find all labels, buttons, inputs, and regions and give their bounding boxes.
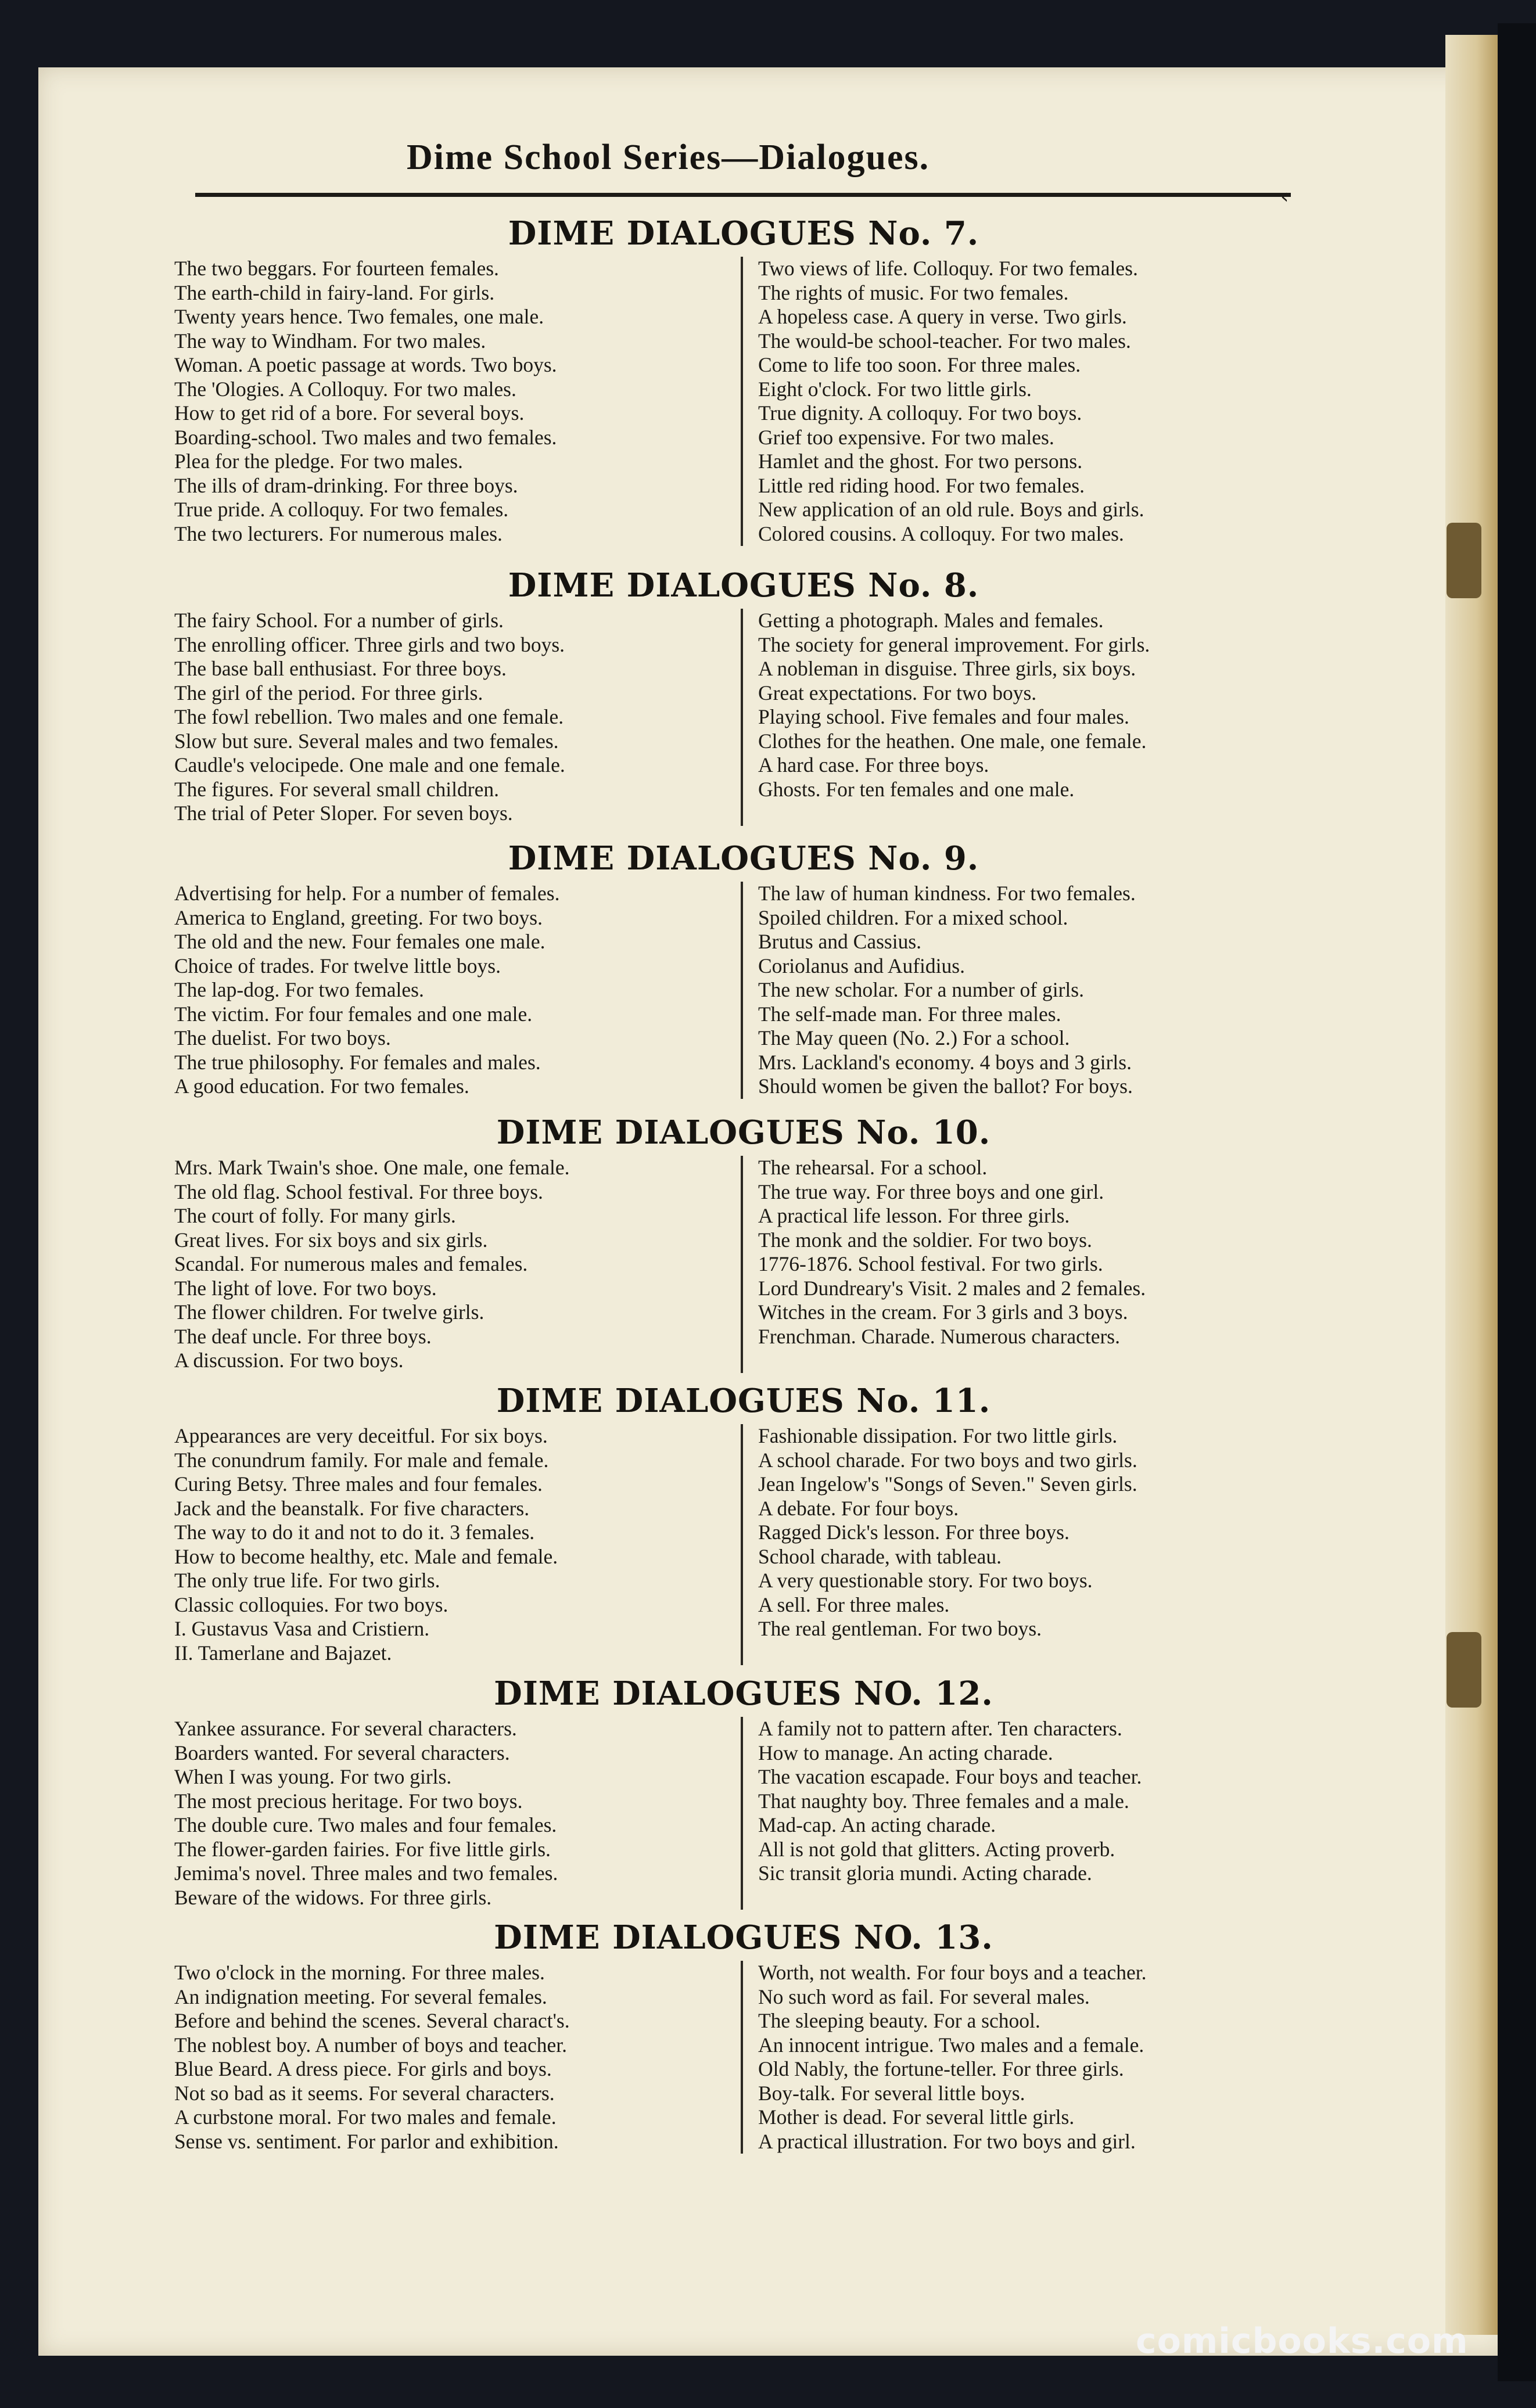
- dialogue-entry: Jack and the beanstalk. For five characters.: [174, 1496, 530, 1520]
- dialogue-entry: A hard case. For three boys.: [758, 753, 989, 777]
- dialogue-entry: A hopeless case. A query in verse. Two girls.: [758, 305, 1127, 328]
- dialogue-entry: The old flag. School festival. For three boys.: [174, 1180, 543, 1203]
- section-title: DIME DIALOGUES No. 10.: [496, 1113, 991, 1152]
- dialogue-entry: Eight o'clock. For two little girls.: [758, 377, 1032, 401]
- rule-ornament: ‹: [1280, 185, 1289, 209]
- dialogue-entry: The old and the new. Four females one male.: [174, 930, 546, 953]
- section-title: DIME DIALOGUES No. 8.: [508, 566, 979, 605]
- dialogue-section: [174, 562, 1313, 826]
- dialogue-entry: Great expectations. For two boys.: [758, 681, 1037, 705]
- right-column: [743, 1961, 1313, 2154]
- dialogue-entry: Mrs. Mark Twain's shoe. One male, one female.: [174, 1156, 570, 1179]
- dialogue-entry: The double cure. Two males and four females.: [174, 1813, 557, 1836]
- dialogue-entry: Getting a photograph. Males and females.: [758, 609, 1104, 632]
- dialogue-entry: Great lives. For six boys and six girls.: [174, 1228, 488, 1252]
- dialogue-entry: Jemima's novel. Three males and two females.: [174, 1861, 558, 1885]
- dialogue-entry: Twenty years hence. Two females, one male.: [174, 305, 544, 328]
- dialogue-entry: Jean Ingelow's "Songs of Seven." Seven girls.: [758, 1472, 1137, 1496]
- dialogue-entry: The lap-dog. For two females.: [174, 978, 424, 1001]
- dialogue-entry: The deaf uncle. For three boys.: [174, 1324, 432, 1348]
- dialogue-entry: The noblest boy. A number of boys and teacher.: [174, 2033, 567, 2057]
- section-title: DIME DIALOGUES No. 9.: [508, 839, 979, 878]
- dialogue-entry: Ghosts. For ten females and one male.: [758, 777, 1075, 801]
- dialogue-entry: 1776-1876. School festival. For two girls.: [758, 1252, 1103, 1275]
- dialogue-entry: All is not gold that glitters. Acting proverb.: [758, 1837, 1115, 1861]
- dialogue-section: [174, 1914, 1313, 2154]
- dialogue-entry: Advertising for help. For a number of females.: [174, 882, 560, 905]
- dialogue-entry: The duelist. For two boys.: [174, 1026, 391, 1050]
- dialogue-entry: America to England, greeting. For two boys.: [174, 905, 543, 929]
- dialogue-entry: Sense vs. sentiment. For parlor and exhibition.: [174, 2129, 559, 2153]
- dialogue-entry: The May queen (No. 2.) For a school.: [758, 1026, 1070, 1050]
- dialogue-entry: The two lecturers. For numerous males.: [174, 522, 503, 545]
- book-spine: [1445, 35, 1498, 2335]
- dialogue-entry: A good education. For two females.: [174, 1074, 469, 1098]
- dialogue-entry: The way to Windham. For two males.: [174, 329, 486, 353]
- dialogue-entry: The would-be school-teacher. For two males.: [758, 329, 1131, 353]
- dialogue-section: [174, 835, 1313, 1099]
- dialogue-entry: A sell. For three males.: [758, 1593, 950, 1616]
- dialogue-entry: The girl of the period. For three girls.: [174, 681, 483, 705]
- dialogue-entry: Boy-talk. For several little boys.: [758, 2081, 1025, 2105]
- dialogue-entry: Blue Beard. A dress piece. For girls and boys.: [174, 2057, 552, 2080]
- dialogue-entry: A nobleman in disguise. Three girls, six boys.: [758, 657, 1136, 680]
- dialogue-entry: The court of folly. For many girls.: [174, 1204, 456, 1227]
- dialogue-entry: New application of an old rule. Boys and girls.: [758, 498, 1144, 521]
- right-column: [743, 882, 1313, 1099]
- dialogue-entry: The only true life. For two girls.: [174, 1569, 440, 1592]
- binding-tab: [1447, 523, 1481, 598]
- dialogue-entry: Lord Dundreary's Visit. 2 males and 2 females.: [758, 1276, 1146, 1300]
- dialogue-entry: Brutus and Cassius.: [758, 930, 922, 953]
- dialogue-entry: A family not to pattern after. Ten characters.: [758, 1717, 1122, 1740]
- dialogue-entry: Ragged Dick's lesson. For three boys.: [758, 1521, 1070, 1544]
- dialogue-entry: Curing Betsy. Three males and four females.: [174, 1472, 543, 1496]
- dialogue-entry: A curbstone moral. For two males and female.: [174, 2105, 557, 2129]
- dialogue-entry: The vacation escapade. Four boys and teacher.: [758, 1765, 1142, 1788]
- dialogue-entry: The fairy School. For a number of girls.: [174, 609, 504, 632]
- right-column: [743, 609, 1313, 826]
- dialogue-entry: Coriolanus and Aufidius.: [758, 954, 965, 977]
- dialogue-entry: Worth, not wealth. For four boys and a teacher.: [758, 1961, 1147, 1984]
- dialogue-entry: The ills of dram-drinking. For three boys.: [174, 473, 518, 497]
- dialogue-entry: The new scholar. For a number of girls.: [758, 978, 1084, 1001]
- left-column: [174, 1717, 743, 1910]
- right-column: [743, 1424, 1313, 1665]
- dialogue-entry: The flower children. For twelve girls.: [174, 1300, 485, 1324]
- dialogue-entry: A practical illustration. For two boys and girl.: [758, 2129, 1136, 2153]
- dialogue-entry: The victim. For four females and one male.: [174, 1002, 533, 1026]
- dialogue-entry: An indignation meeting. For several females.: [174, 1985, 547, 2008]
- dialogue-entry: That naughty boy. Three females and a male.: [758, 1789, 1129, 1813]
- dialogue-entry: Woman. A poetic passage at words. Two boys.: [174, 353, 557, 376]
- dialogue-entry: Boarding-school. Two males and two females.: [174, 425, 557, 449]
- dialogue-entry: The two beggars. For fourteen females.: [174, 257, 499, 280]
- dialogue-entry: How to manage. An acting charade.: [758, 1741, 1053, 1764]
- binding-tab: [1447, 1632, 1481, 1708]
- header-rule: [195, 193, 1291, 197]
- running-head: Dime School Series—Dialogues.: [407, 138, 930, 177]
- dialogue-entry: Caudle's velocipede. One male and one female.: [174, 753, 565, 777]
- dialogue-entry: The most precious heritage. For two boys.: [174, 1789, 523, 1813]
- dialogue-entry: Playing school. Five females and four males.: [758, 705, 1129, 728]
- dialogue-entry: A very questionable story. For two boys.: [758, 1569, 1093, 1592]
- left-column: [174, 882, 743, 1099]
- left-column: [174, 1961, 743, 2154]
- dialogue-entry: The law of human kindness. For two females.: [758, 882, 1136, 905]
- right-column: [743, 257, 1313, 546]
- dialogue-entry: Sic transit gloria mundi. Acting charade.: [758, 1861, 1092, 1885]
- section-title: DIME DIALOGUES No. 7.: [508, 214, 979, 253]
- dialogue-section: [174, 1109, 1313, 1373]
- dialogue-entry: Come to life too soon. For three males.: [758, 353, 1081, 376]
- dialogue-entry: School charade, with tableau.: [758, 1544, 1002, 1568]
- dialogue-entry: Spoiled children. For a mixed school.: [758, 905, 1068, 929]
- dialogue-entry: True pride. A colloquy. For two females.: [174, 498, 509, 521]
- left-column: [174, 257, 743, 546]
- dialogue-entry: The light of love. For two boys.: [174, 1276, 437, 1300]
- dialogue-entry: Two views of life. Colloquy. For two females.: [758, 257, 1138, 280]
- dialogue-entry: Mad-cap. An acting charade.: [758, 1813, 996, 1836]
- dialogue-entry: The sleeping beauty. For a school.: [758, 2009, 1040, 2032]
- section-title: DIME DIALOGUES NO. 12.: [494, 1674, 993, 1713]
- dialogue-entry: A discussion. For two boys.: [174, 1349, 404, 1372]
- dialogue-entry: A school charade. For two boys and two girls.: [758, 1448, 1137, 1472]
- dialogue-entry: The self-made man. For three males.: [758, 1002, 1061, 1026]
- dialogue-entry: Choice of trades. For twelve little boys.: [174, 954, 501, 977]
- section-title: DIME DIALOGUES NO. 13.: [494, 1918, 993, 1957]
- dialogue-entry: The earth-child in fairy-land. For girls.: [174, 281, 495, 304]
- left-column: [174, 1424, 743, 1665]
- dialogue-entry: Classic colloquies. For two boys.: [174, 1593, 448, 1616]
- dialogue-entry: A practical life lesson. For three girls.: [758, 1204, 1070, 1227]
- dialogue-entry: The society for general improvement. For girls.: [758, 632, 1150, 656]
- dialogue-entry: The rehearsal. For a school.: [758, 1156, 988, 1179]
- dialogue-entry: Mother is dead. For several little girls.: [758, 2105, 1075, 2129]
- dialogue-entry: The monk and the soldier. For two boys.: [758, 1228, 1092, 1252]
- dialogue-section: [174, 1378, 1313, 1665]
- dialogue-entry: The flower-garden fairies. For five little girls.: [174, 1837, 551, 1861]
- dialogue-entry: II. Tamerlane and Bajazet.: [174, 1641, 392, 1665]
- scan-edge: [1498, 23, 1536, 2381]
- dialogue-entry: Old Nably, the fortune-teller. For three girls.: [758, 2057, 1124, 2080]
- right-column: [743, 1717, 1313, 1910]
- watermark: comicbooks.com: [1136, 2321, 1469, 2362]
- dialogue-entry: The true philosophy. For females and males.: [174, 1050, 541, 1074]
- dialogue-section: [174, 1670, 1313, 1910]
- dialogue-entry: Clothes for the heathen. One male, one female.: [758, 729, 1147, 753]
- dialogue-entry: Plea for the pledge. For two males.: [174, 450, 463, 473]
- dialogue-entry: The enrolling officer. Three girls and two boys.: [174, 632, 565, 656]
- dialogue-entry: The trial of Peter Sloper. For seven boys.: [174, 802, 513, 825]
- dialogue-entry: Yankee assurance. For several characters.: [174, 1717, 517, 1740]
- dialogue-entry: The 'Ologies. A Colloquy. For two males.: [174, 377, 516, 401]
- dialogue-entry: Fashionable dissipation. For two little girls.: [758, 1424, 1118, 1447]
- dialogue-entry: No such word as fail. For several males.: [758, 1985, 1090, 2008]
- dialogue-section: [174, 210, 1313, 546]
- section-title: DIME DIALOGUES No. 11.: [496, 1382, 991, 1420]
- dialogue-entry: Little red riding hood. For two females.: [758, 473, 1085, 497]
- dialogue-entry: The rights of music. For two females.: [758, 281, 1069, 304]
- dialogue-entry: Beware of the widows. For three girls.: [174, 1885, 492, 1909]
- dialogue-entry: I. Gustavus Vasa and Cristiern.: [174, 1617, 430, 1640]
- dialogue-entry: How to get rid of a bore. For several boys.: [174, 401, 525, 425]
- left-column: [174, 1156, 743, 1373]
- dialogue-entry: The figures. For several small children.: [174, 777, 499, 801]
- dialogue-entry: Two o'clock in the morning. For three males.: [174, 1961, 545, 1984]
- dialogue-entry: The conundrum family. For male and female.: [174, 1448, 549, 1472]
- dialogue-entry: A debate. For four boys.: [758, 1496, 959, 1520]
- dialogue-entry: The true way. For three boys and one girl.: [758, 1180, 1104, 1203]
- dialogue-entry: When I was young. For two girls.: [174, 1765, 452, 1788]
- dialogue-entry: Not so bad as it seems. For several characters.: [174, 2081, 555, 2105]
- dialogue-entry: The base ball enthusiast. For three boys.: [174, 657, 507, 680]
- dialogue-entry: Boarders wanted. For several characters.: [174, 1741, 510, 1764]
- dialogue-entry: How to become healthy, etc. Male and female.: [174, 1544, 558, 1568]
- dialogue-entry: Slow but sure. Several males and two females.: [174, 729, 559, 753]
- dialogue-entry: The way to do it and not to do it. 3 females.: [174, 1521, 535, 1544]
- dialogue-entry: The real gentleman. For two boys.: [758, 1617, 1042, 1640]
- dialogue-entry: Colored cousins. A colloquy. For two males.: [758, 522, 1124, 545]
- dialogue-entry: True dignity. A colloquy. For two boys.: [758, 401, 1082, 425]
- dialogue-entry: Witches in the cream. For 3 girls and 3 boys.: [758, 1300, 1128, 1324]
- dialogue-entry: Should women be given the ballot? For boys.: [758, 1074, 1133, 1098]
- dialogue-entry: Appearances are very deceitful. For six boys.: [174, 1424, 548, 1447]
- dialogue-entry: Frenchman. Charade. Numerous characters.: [758, 1324, 1120, 1348]
- right-column: [743, 1156, 1313, 1373]
- dialogue-entry: An innocent intrigue. Two males and a female.: [758, 2033, 1144, 2057]
- dialogue-entry: Mrs. Lackland's economy. 4 boys and 3 girls.: [758, 1050, 1132, 1074]
- left-column: [174, 609, 743, 826]
- dialogue-entry: Hamlet and the ghost. For two persons.: [758, 450, 1083, 473]
- dialogue-entry: Before and behind the scenes. Several charact's.: [174, 2009, 570, 2032]
- dialogue-entry: Grief too expensive. For two males.: [758, 425, 1054, 449]
- dialogue-entry: The fowl rebellion. Two males and one female.: [174, 705, 564, 728]
- dialogue-entry: Scandal. For numerous males and females.: [174, 1252, 528, 1275]
